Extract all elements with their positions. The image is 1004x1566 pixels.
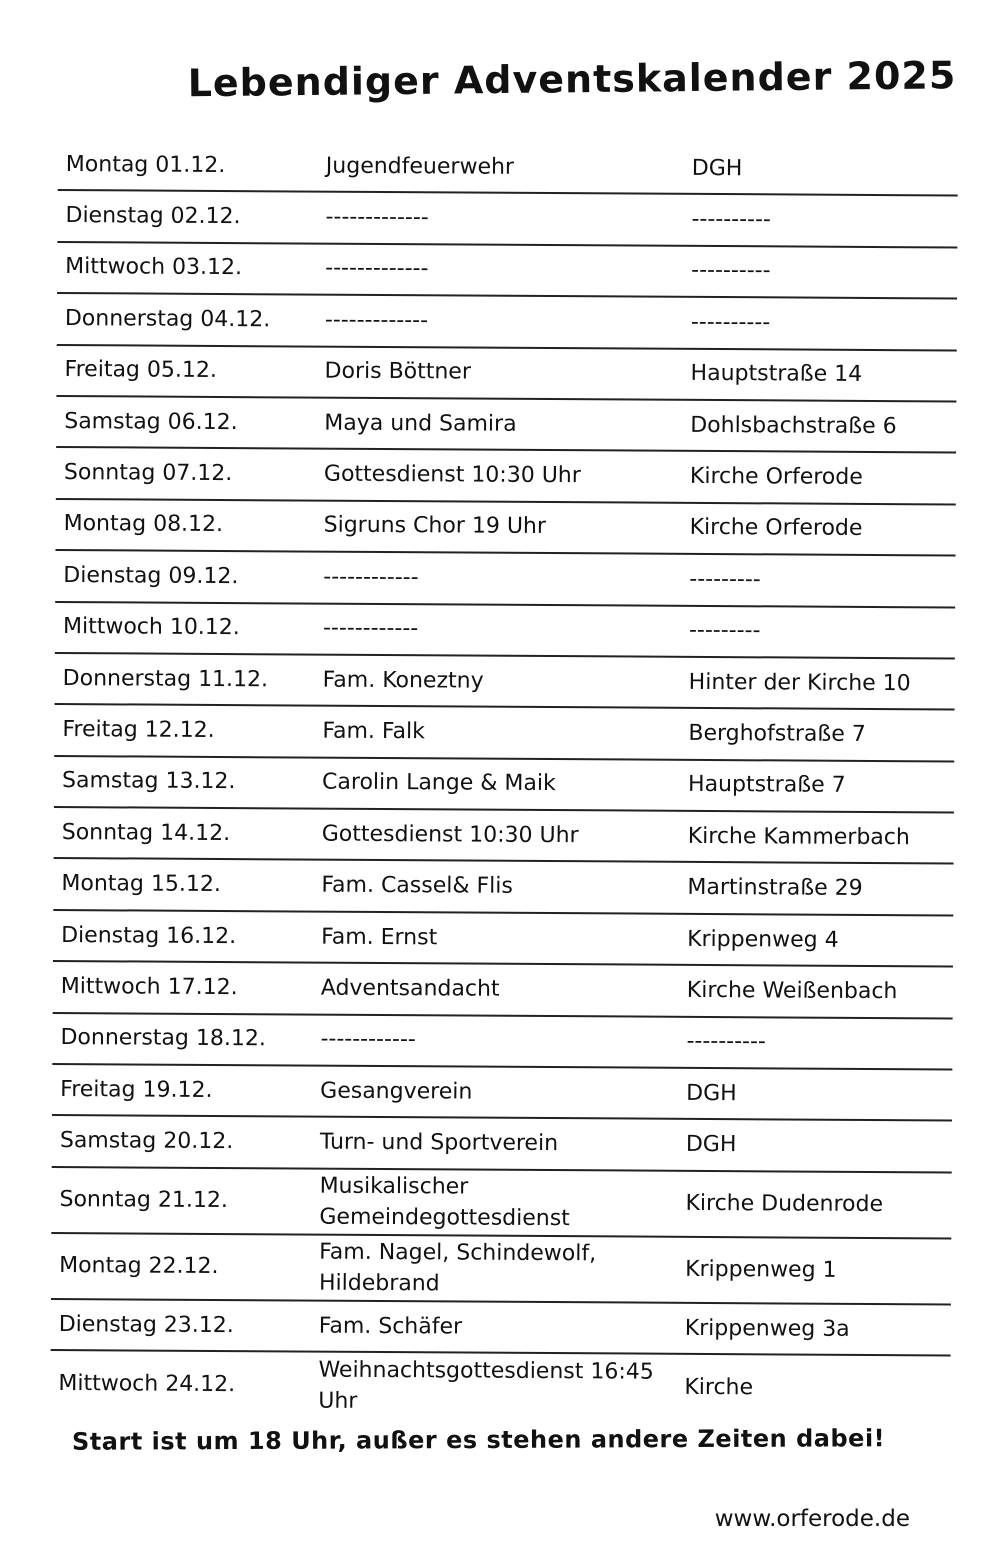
date-cell: Samstag 06.12. <box>64 408 238 435</box>
host-cell: Adventsandacht <box>320 975 500 1002</box>
table-row <box>54 808 954 865</box>
host-cell: Maya und Samira <box>324 410 517 437</box>
host-cell: ------------ <box>320 1026 416 1053</box>
table-row <box>58 140 958 197</box>
host-cell: Musikalischer Gemeindegottesdienst <box>319 1173 570 1231</box>
table-row <box>51 1168 951 1239</box>
date-cell: Freitag 19.12. <box>60 1076 213 1103</box>
host-cell: Jugendfeuerwehr <box>325 153 515 180</box>
date-cell: Dienstag 16.12. <box>61 922 237 949</box>
table-row <box>52 1014 952 1071</box>
host-cell: Fam. Cassel& Flis <box>321 872 513 899</box>
date-cell: Sonntag 21.12. <box>59 1186 228 1213</box>
location-cell: --------- <box>689 566 761 593</box>
host-cell: Sigruns Chor 19 Uhr <box>323 513 547 540</box>
host-cell: Gesangverein <box>320 1078 473 1105</box>
location-cell: Kirche Orferode <box>689 515 863 542</box>
table-row <box>53 962 953 1019</box>
table-row <box>55 551 955 608</box>
table-row <box>55 603 955 660</box>
host-cell: Fam. Nagel, Schindewolf, Hildebrand <box>318 1239 597 1297</box>
table-row <box>52 1065 952 1122</box>
host-cell: ------------ <box>323 564 419 591</box>
location-cell: Berghofstraße 7 <box>688 720 866 747</box>
table-row <box>54 757 954 814</box>
date-cell: Montag 15.12. <box>61 871 221 898</box>
host-cell: Weihnachtsgottesdienst 16:45 Uhr <box>318 1357 654 1415</box>
date-cell: Freitag 05.12. <box>64 357 217 384</box>
table-row <box>57 191 957 248</box>
table-row <box>56 397 956 454</box>
table-row <box>53 911 953 968</box>
host-cell: Gottesdienst 10:30 Uhr <box>321 821 579 848</box>
table-row <box>51 1300 951 1357</box>
date-cell: Montag 08.12. <box>63 511 224 538</box>
location-cell: Hauptstraße 7 <box>687 772 846 799</box>
date-cell: Sonntag 07.12. <box>63 460 233 487</box>
start-time-note: Start ist um 18 Uhr, außer es stehen andere Zeiten dabei! <box>71 1424 886 1456</box>
host-cell: Turn- und Sportverein <box>319 1129 559 1157</box>
location-cell: Krippenweg 1 <box>685 1256 837 1283</box>
date-cell: Mittwoch 17.12. <box>60 973 238 1001</box>
location-cell: Kirche Orferode <box>689 463 863 490</box>
date-cell: Mittwoch 03.12. <box>65 254 243 281</box>
location-cell: Dohlsbachstraße 6 <box>690 412 897 439</box>
location-cell: Kirche Dudenrode <box>685 1190 884 1217</box>
host-cell: ------------- <box>325 256 429 282</box>
date-cell: Dienstag 23.12. <box>58 1311 234 1338</box>
location-cell: ---------- <box>690 309 771 336</box>
date-cell: Donnerstag 04.12. <box>64 305 271 333</box>
host-cell: ------------- <box>324 307 429 334</box>
date-cell: Sonntag 14.12. <box>61 819 231 846</box>
date-cell: Montag 22.12. <box>59 1252 219 1279</box>
location-cell: ---------- <box>691 258 771 284</box>
location-cell: --------- <box>688 618 761 644</box>
date-cell: Dienstag 02.12. <box>65 203 241 230</box>
table-row <box>57 294 957 351</box>
table-row <box>56 346 956 403</box>
host-cell: Carolin Lange & Maik <box>322 770 556 797</box>
host-cell: Gottesdienst 10:30 Uhr <box>323 461 581 489</box>
date-cell: Samstag 20.12. <box>59 1128 234 1155</box>
date-cell: Mittwoch 10.12. <box>62 614 240 641</box>
host-cell: Fam. Koneztny <box>322 667 484 694</box>
location-cell: DGH <box>686 1080 737 1106</box>
date-cell: Freitag 12.12. <box>62 717 215 743</box>
table-row <box>52 1116 952 1173</box>
table-row <box>57 243 957 300</box>
date-cell: Montag 01.12. <box>65 151 226 178</box>
table-row <box>53 859 953 916</box>
location-cell: Krippenweg 4 <box>687 926 839 953</box>
host-cell: ------------ <box>322 615 419 642</box>
location-cell: Martinstraße 29 <box>687 875 863 902</box>
host-cell: Fam. Schäfer <box>318 1313 463 1339</box>
location-cell: Kirche Kammerbach <box>687 823 910 850</box>
host-cell: ------------- <box>325 204 429 231</box>
table-row <box>50 1351 950 1422</box>
table-row <box>54 705 954 762</box>
date-cell: Dienstag 09.12. <box>63 562 239 589</box>
calendar-table <box>50 140 958 1423</box>
location-cell: Kirche <box>684 1375 754 1401</box>
date-cell: Samstag 13.12. <box>62 768 236 795</box>
location-cell: ---------- <box>686 1029 766 1055</box>
date-cell: Donnerstag 18.12. <box>60 1025 266 1052</box>
location-cell: Kirche Weißenbach <box>686 977 898 1005</box>
location-cell: DGH <box>691 155 743 181</box>
date-cell: Donnerstag 11.12. <box>62 665 269 692</box>
location-cell: Hauptstraße 14 <box>690 361 863 388</box>
location-cell: ---------- <box>691 206 771 233</box>
host-cell: Fam. Ernst <box>321 924 438 950</box>
table-row <box>55 654 955 711</box>
page-title: Lebendiger Adventskalender 2025 <box>187 53 957 106</box>
table-row <box>51 1234 951 1305</box>
location-cell: DGH <box>685 1131 737 1158</box>
table-row <box>55 500 955 557</box>
location-cell: Krippenweg 3a <box>684 1315 850 1342</box>
location-cell: Hinter der Kirche 10 <box>688 669 911 696</box>
host-cell: Doris Böttner <box>324 358 472 385</box>
host-cell: Fam. Falk <box>322 718 425 745</box>
table-row <box>56 448 956 505</box>
date-cell: Mittwoch 24.12. <box>58 1371 236 1398</box>
website-link[interactable]: www.orferode.de <box>714 1506 910 1532</box>
